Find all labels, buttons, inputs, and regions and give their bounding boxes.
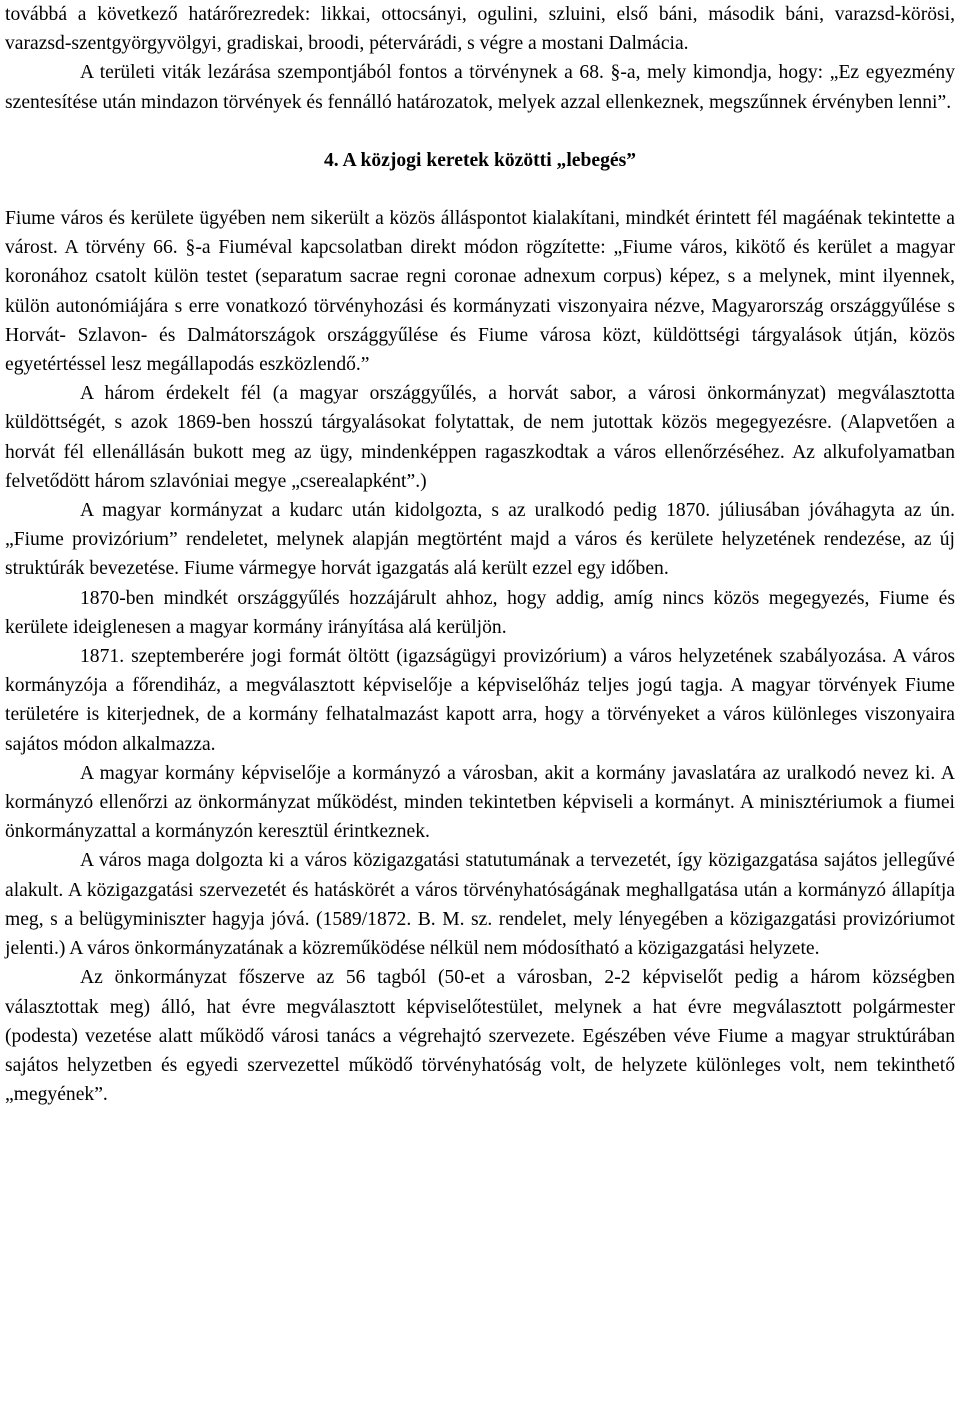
paragraph-negotiations: A három érdekelt fél (a magyar országgyűlés, a horvát sabor, a városi önkormányzat) megválasztotta küldöttségét, s azok 1869-ben hosszú tárgyalásokat folytattak, de nem jutottak közös megegyezésre. (Alapvetően a horvát fél ellenállásán bukott meg az ügy, mindenképpen ragaszkodtak a város ellenőrzéséhez. Az alkufolyamatban felvetődött három szlavóniai megye „cserealapként”.) — [5, 383, 955, 492]
paragraph-1871-regulation: 1871. szeptemberére jogi formát öltött (igazságügyi provizórium) a város helyzetének szabályozása. A város kormányzója a főrendiház, a megválasztott képviselője a képviselőház teljes jogú tagja. A magyar törvények Fiume területére is kiterjednek, de a kormány felhatalmazást kapott arra, hogy a törvényeket a város különleges viszonyaira sajátos módon alkalmazza. — [5, 646, 955, 755]
spacer — [5, 175, 955, 204]
paragraph-fiume-status: Fiume város és kerülete ügyében nem sikerült a közös álláspontot kialakítani, mindkét érintett fél magáénak tekintette a várost. A törvény 66. §-a Fiuméval kapcsolatban direkt módon rögzítette: „Fiume város, kikötő és kerület a magyar koronához csatolt külön testet (separatum sacrae regni coronae adnexum corpus) képez, s a melynek, mint ilyennek, külön autonómiájára s erre vonatkozó törvényhozási és kormányzati viszonyaira nézve, Magyarország országgyűlése s Horvát- Szlavon- és Dalmátországok országgyűlése és Fiume városa közt, küldöttségi tárgyalások útján, közös egyetértéssel lesz megállapodás eszközlendő.” — [5, 208, 955, 376]
paragraph-border-regiments: továbbá a következő határőrezredek: likkai, ottocsányi, ogulini, szluini, első báni, második báni, varazsd-körösi, varazsd-szentgyörgyvölgyi, gradiskai, broodi, pétervárádi, s végre a mostani Dalmácia. — [5, 4, 955, 55]
paragraph-administration-statute: A város maga dolgozta ki a város közigazgatási statutumának a tervezetét, így közigazgatása sajátos jellegűvé alakult. A közigazgatási szervezetét és hatáskörét a város törvényhatóságának meghallgatása után a kormányzó állapítja meg, s a belügyminiszter hagyja jóvá. (1589/1872. B. M. sz. rendelet, mely lényegében a közigazgatási provizóriumot jelenti.) A város önkormányzatának a közreműködése nélkül nem módosítható a közigazgatási helyzete. — [5, 850, 955, 960]
paragraph-fiume-provisorium: A magyar kormányzat a kudarc után kidolgozta, s az uralkodó pedig 1870. júliusában jóváhagyta az ún. „Fiume provizórium” rendeletet, melynek alapján megtörtént majd a város és kerülete helyzetének rendezése, az új struktúrák bevezetése. Fiume vármegye horvát igazgatás alá került ezzel egy időben. — [5, 500, 955, 580]
paragraph-governor: A magyar kormány képviselője a kormányzó a városban, akit a kormány javaslatára az uralkodó nevez ki. A kormányzó ellenőrzi az önkormányzat működést, minden tekintetben képviseli a kormányt. A minisztériumok a fiumei önkormányzattal a kormányzón keresztül érintkeznek. — [5, 762, 955, 843]
paragraph-1870-agreement: 1870-ben mindkét országgyűlés hozzájárult ahhoz, hogy addig, amíg nincs közös megegyezés, Fiume és kerülete ideiglenesen a magyar kormány irányítása alá kerüljön. — [5, 587, 955, 638]
document-page — [5, 0, 955, 1109]
paragraph-self-government: Az önkormányzat főszerve az 56 tagból (50-et a városban, 2-2 képviselőt pedig a három községben választottak meg) álló, hat évre megválasztott képviselőtestület, melynek a hat évre megválasztott polgármester (podesta) vezetése alatt működő városi tanács a végrehajtó szervezete. Egészében véve Fiume a magyar struktúrában sajátos helyzetben és egyedi szervezettel működő törvényhatóság volt, de helyzete különleges volt, nem tekinthető „megyének”. — [5, 967, 955, 1106]
spacer — [5, 117, 955, 146]
section-heading: 4. A közjogi keretek közötti „lebegés” — [323, 149, 636, 171]
paragraph-territorial-disputes: A területi viták lezárása szempontjából fontos a törvénynek a 68. §-a, mely kimondja, hogy: „Ez egyezmény szentesítése után mindazon törvények és fennálló határozatok, melyek azzal ellenkeznek, megszűnnek érvényben lenni”. — [5, 62, 955, 113]
